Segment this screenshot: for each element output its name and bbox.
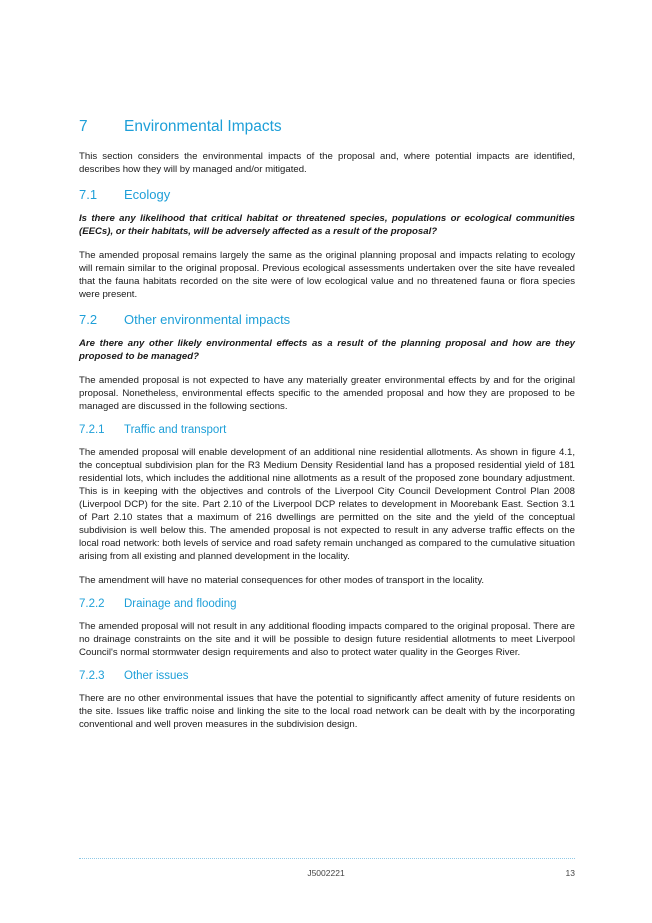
subsubsection-heading-drainage: [79, 598, 575, 610]
subsubsection-number: 7.2.3: [79, 670, 105, 682]
other-impacts-body: The amended proposal is not expected to have any materially greater environmental effects by and for the original proposal. Nonetheless, environmental effects specific to the amended proposal and how they are proposed to be managed are discussed in the following sections.: [79, 375, 575, 412]
subsubsection-title: Drainage and flooding: [124, 598, 237, 610]
subsubsection-heading-traffic: [79, 424, 575, 436]
subsubsection-number: 7.2.2: [79, 598, 105, 610]
section-intro: This section considers the environmental impacts of the proposal and, where potential impacts are identified, describes how they will by managed and/or mitigated.: [79, 151, 575, 175]
subsubsection-title: Traffic and transport: [124, 424, 227, 436]
section-heading: [79, 118, 575, 136]
footer-divider: [79, 858, 575, 859]
subsection-title: Other environmental impacts: [124, 312, 291, 327]
subsection-heading-other-impacts: [79, 312, 575, 327]
section-number: 7: [79, 118, 88, 135]
subsubsection-title: Other issues: [124, 670, 189, 682]
traffic-body: The amended proposal will enable development of an additional nine residential allotments. As shown in figure 4.1, the conceptual subdivision plan for the R3 Medium Density Residential land has a proposed residential yield of 181 residential lots, which includes the additional nine allotments as a result of the proposed zone boundary adjustment. This is in keeping with the objectives and controls of the Liverpool City Council Development Control Plan 2008 (Liverpool DCP) for the site. Part 2.10 of the Liverpool DCP relates to development in Moorebank East. Section 3.1 of Part 2.10 states that a maximum of 216 dwellings are permitted on the site and the yield of the conceptual subdivision is well below this. The amended proposal is not expected to result in any adverse traffic effects on the local road network: both levels of service and road safety remain unchanged as compared to the cumulative situation arising from all existing and planned development in the locality.: [79, 447, 575, 562]
subsubsection-number: 7.2.1: [79, 424, 105, 436]
other-impacts-question: Are there any other likely environmental effects as a result of the planning proposal and how are they proposed to be managed?: [79, 338, 575, 362]
ecology-body: The amended proposal remains largely the same as the original planning proposal and impacts relating to ecology will remain similar to the original proposal. Previous ecological assessments undertaken over the site have revealed that the fauna habitats recorded on the site were of low ecological value and no threatened fauna or flora species were present.: [79, 250, 575, 300]
subsection-number: 7.1: [79, 187, 98, 202]
drainage-body: The amended proposal will not result in any additional flooding impacts compared to the original proposal. There are no drainage constraints on the site and it will be possible to design future residential allotments to meet Liverpool Council's normal stormwater design requirements and also to protect water quality in the Georges River.: [79, 621, 575, 658]
footer-document-code: J5002221: [307, 868, 345, 878]
subsection-number: 7.2: [79, 312, 98, 327]
subsubsection-heading-other-issues: [79, 670, 575, 682]
other-issues-body: There are no other environmental issues that have the potential to significantly affect amenity of future residents on the site. Issues like traffic noise and linking the site to the local road network can be dealt with by the incorporating conventional and well proven measures in the subdivision design.: [79, 693, 575, 730]
footer-page-number: 13: [565, 868, 575, 878]
section-title: Environmental Impacts: [124, 118, 282, 135]
traffic-body-2: The amendment will have no material consequences for other modes of transport in the locality.: [79, 575, 485, 586]
ecology-question: Is there any likelihood that critical habitat or threatened species, populations or ecological communities (EECs), or their habitats, will be adversely affected as a result of the proposal?: [79, 213, 575, 237]
subsection-heading-ecology: [79, 187, 575, 202]
subsection-title: Ecology: [124, 187, 171, 202]
page-content: [79, 118, 575, 742]
